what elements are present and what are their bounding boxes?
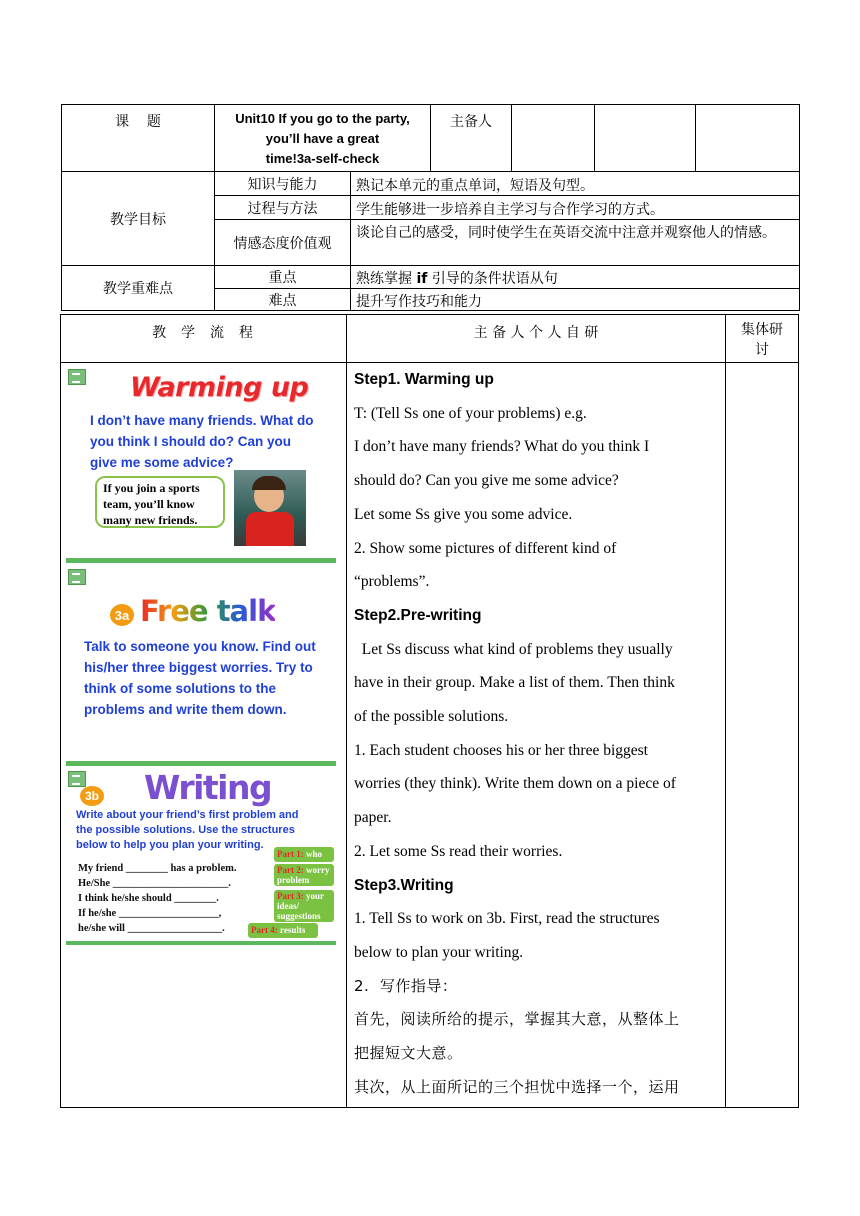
warming-up-text-line: give me some advice? [90,455,234,470]
step1-title: Step1. Warming up [354,371,494,388]
smiling-boy-photo [234,470,306,546]
step1-line: 2. Show some pictures of different kind of [354,539,617,557]
slide-home-icon [68,771,86,787]
goal-label: 情感态度价值观 [233,235,332,252]
slide-home-icon [68,569,86,585]
warming-up-text-line: I don’t have many friends. What do [90,413,314,428]
writing-slide [66,768,336,950]
writing-template [78,861,236,936]
key-label-cell [61,265,215,311]
step1-line: Let some Ss give you some advice. [354,505,573,523]
template-line: I think he/she should ________. [78,893,219,904]
step1-line: should do? Can you give me some advice? [354,472,619,490]
topic-label-cell [61,104,215,172]
goal-value-cell [350,195,800,220]
topic-value-line: Unit10 If you go to the party, [235,111,410,126]
writing-tag-text: results [280,925,306,935]
step3-line: below to plan your writing. [354,943,524,961]
step3-cn-line: 把握短文大意。 [354,1044,463,1063]
writing-tag [274,847,334,862]
step3-cn-line: 2. 写作指导： [354,976,458,995]
goal-label: 知识与能力 [247,176,318,193]
difficulty-value: 提升写作技巧和能力 [356,294,482,310]
flow-col2-header-text: 主 备 人 个 人 自 研 [473,325,599,341]
bubble-line: many new friends. [103,513,198,527]
step2-line: of the possible solutions. [354,708,509,726]
slide-divider [66,558,336,563]
preparer-value-cell-2 [594,104,696,172]
key-point-label-cell [214,265,351,289]
step2-title: Step2.Pre-writing [354,606,482,624]
flow-col3-body [725,362,799,1108]
bubble-line: If you join a sports [103,481,200,495]
writing-tag [248,923,318,938]
step2-line: Let Ss discuss what kind of problems they usually [354,640,673,658]
key-point-label: 重点 [268,270,297,286]
goal-value-cell [350,171,800,196]
preparer-value-cell-1 [511,104,595,172]
preparer-label: 主备人 [450,114,492,130]
writing-tag-part: Part 1: [277,849,304,859]
step1-line: T: (Tell Ss one of your problems) e.g. [354,404,587,422]
free-talk-text-line: think of some solutions to the [84,681,276,696]
step2-line: 2. Let some Ss read their worries. [354,842,563,860]
free-talk-text-line: problems and write them down. [84,702,287,717]
free-talk-text-line: Talk to someone you know. Find out [84,639,316,654]
step2-line: 1. Each student chooses his or her three biggest [354,741,648,759]
writing-tag [274,864,334,886]
goal-value-cell [350,219,800,266]
writing-tag-part: Part 2: [277,865,304,875]
flow-col1-header-text: 教 学 流 程 [152,325,255,341]
slide-home-icon [68,369,86,385]
writing-instructions-line: Write about your friend’s first problem and [76,809,299,821]
step2-line: paper. [354,809,392,827]
writing-tag-part: Part 4: [251,925,278,935]
step1-line: I don’t have many friends? What do you think I [354,438,650,456]
step3-title: Step3.Writing [354,876,454,894]
slide-divider [66,941,336,945]
step3-cn-line: 其次，从上面所记的三个担忧中选择一个，运用 [354,1077,680,1096]
steps-content [354,363,722,1104]
writing-instructions [76,808,298,853]
goal-label-cell [214,171,351,196]
writing-badge: 3b [80,786,104,806]
step1-line: “problems”. [354,573,430,591]
key-point-value-bold: if [416,271,428,287]
warming-up-title: Warming up [130,372,309,403]
free-talk-badge: 3a [110,604,134,626]
template-line: he/she will __________________. [78,923,225,934]
template-line: He/She ______________________. [78,878,231,889]
template-line: If he/she ___________________, [78,908,222,919]
preparer-label-cell [430,104,512,172]
goal-label-cell [214,195,351,220]
bubble-line: team, you’ll know [103,497,195,511]
writing-tag [274,890,334,922]
warming-up-slide [66,366,336,564]
topic-value-line: time!3a-self-check [265,151,380,166]
slide-divider [66,761,336,766]
warming-up-text [90,410,314,473]
writing-tag-part: Part 3: [277,891,304,901]
free-talk-title: Free talk [140,594,276,628]
warming-up-text-line: you think I should do? Can you [90,434,291,449]
step2-line: have in their group. Make a list of them. Then think [354,674,675,692]
template-line: My friend ________ has a problem. [78,863,237,874]
step3-line: 1. Tell Ss to work on 3b. First, read the structures [354,910,660,928]
difficulty-label: 难点 [268,292,297,309]
goal-value: 熟记本单元的重点单词，短语及句型。 [356,178,594,194]
preparer-value-cell-3 [695,104,800,172]
flow-col2-header [346,314,726,363]
topic-value-line: you’ll have a great [265,131,380,146]
topic-label: 课 题 [115,114,161,130]
goal-value: 学生能够进一步培养自主学习与合作学习的方式。 [356,202,664,218]
goal-label: 过程与方法 [247,200,318,217]
flow-col3-header-line: 集体研 [741,322,783,338]
key-label: 教学重难点 [103,281,173,297]
writing-title: Writing [144,768,272,807]
key-point-value-pre: 熟练掌握 [356,271,417,287]
goals-label-cell [61,171,215,266]
free-talk-slide [66,566,336,762]
flow-col3-header [725,314,799,363]
writing-tag-text: your ideas/ suggestions [277,891,324,921]
free-talk-text-line: his/her three biggest worries. Try to [84,660,313,675]
writing-tag-text: worry problem [277,865,330,885]
key-point-value-cell [350,265,800,289]
topic-value-cell [214,104,431,172]
flow-col1-header [60,314,347,363]
goal-label-cell [214,219,351,266]
goals-label: 教学目标 [110,211,166,228]
difficulty-label-cell [214,288,351,311]
writing-instructions-line: the possible solutions. Use the structures [76,824,295,836]
step2-line: worries (they think). Write them down on a piece of [354,775,676,793]
writing-tag-text: who [306,849,323,859]
writing-instructions-line: below to help you plan your writing. [76,839,264,851]
step3-cn-line: 首先，阅读所给的提示，掌握其大意，从整体上 [354,1010,680,1029]
key-point-value-post: 引导的条件状语从句 [427,271,558,287]
flow-col3-header-line: 讨 [755,342,769,358]
advice-speech-bubble [95,476,225,528]
goal-value: 谈论自己的感受，同时使学生在英语交流中注意并观察他人的情感。 [356,225,776,241]
free-talk-text [84,636,316,720]
difficulty-value-cell [350,288,800,311]
